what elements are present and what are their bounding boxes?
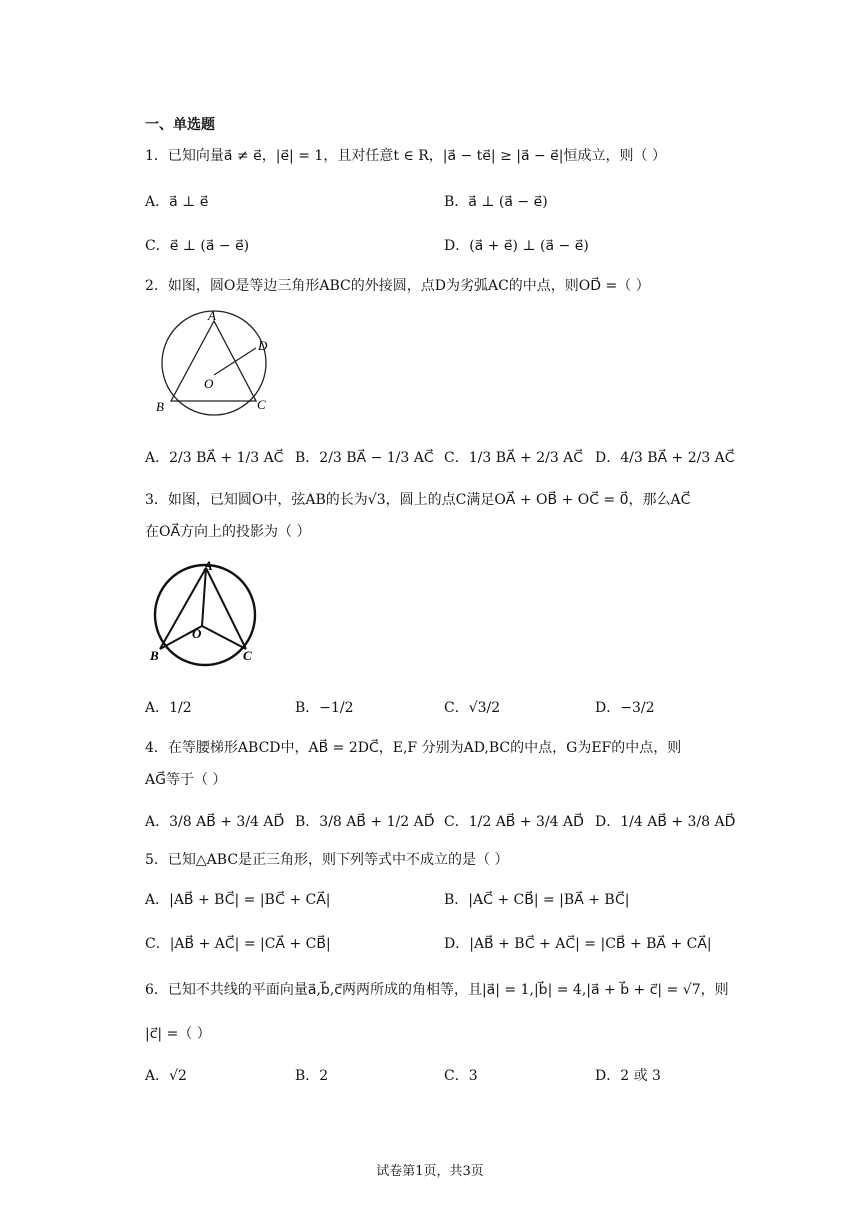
question-5-stem: 5．已知△ABC是正三角形，则下列等式中不成立的是（ ） xyxy=(145,852,509,868)
q1-option-a[interactable]: A．a⃗ ⊥ e⃗ xyxy=(145,194,209,210)
q2-option-d[interactable]: D．4/3 BA⃗ + 2/3 AC⃗ xyxy=(595,450,735,466)
q5-option-b[interactable]: B．|AC⃗ + CB⃗| = |BA⃗ + BC⃗| xyxy=(444,892,630,908)
q2-label-a: A xyxy=(208,308,216,323)
q3-figure-circle xyxy=(148,560,260,670)
question-4-stem-line1: 4．在等腰梯形ABCD中，AB⃗ = 2DC⃗，E,F 分别为AD,BC的中点，G为EF的中点，则 xyxy=(145,740,682,756)
question-3-stem-line2: 在OA⃗方向上的投影为（ ） xyxy=(145,524,311,540)
question-3-stem-line1: 3．如图，已知圆O中，弦AB的长为√3，圆上的点C满足OA⃗ + OB⃗ + OC⃗ = 0⃗，那么AC⃗ xyxy=(145,492,691,508)
q2-figure-circle-triangle xyxy=(150,308,282,418)
q3-label-c: C xyxy=(243,648,252,663)
q2-option-c[interactable]: C．1/3 BA⃗ + 2/3 AC⃗ xyxy=(444,450,584,466)
q1-option-c[interactable]: C．e⃗ ⊥ (a⃗ − e⃗) xyxy=(145,238,250,254)
q5-option-d[interactable]: D．|AB⃗ + BC⃗ + AC⃗| = |CB⃗ + BA⃗ + CA⃗| xyxy=(444,936,712,952)
q4-option-d[interactable]: D．1/4 AB⃗ + 3/8 AD⃗ xyxy=(595,814,736,830)
q3-option-a[interactable]: A．1/2 xyxy=(145,700,192,716)
q1-option-b[interactable]: B．a⃗ ⊥ (a⃗ − e⃗) xyxy=(444,194,548,210)
q2-label-c: C xyxy=(257,397,266,412)
q3-option-d[interactable]: D．−3/2 xyxy=(595,700,655,716)
q4-option-c[interactable]: C．1/2 AB⃗ + 3/4 AD⃗ xyxy=(444,814,584,830)
q6-option-c[interactable]: C．3 xyxy=(444,1068,478,1084)
q4-option-a[interactable]: A．3/8 AB⃗ + 3/4 AD⃗ xyxy=(145,814,285,830)
section-title: 一、单选题 xyxy=(145,117,215,133)
page-footer: 试卷第1页，共3页 xyxy=(376,1164,484,1179)
q3-label-o: O xyxy=(192,626,202,641)
q5-option-a[interactable]: A．|AB⃗ + BC⃗| = |BC⃗ + CA⃗| xyxy=(145,892,331,908)
question-4-stem-line2: AG⃗等于（ ） xyxy=(145,772,227,788)
q5-option-c[interactable]: C．|AB⃗ + AC⃗| = |CA⃗ + CB⃗| xyxy=(145,936,331,952)
q3-option-b[interactable]: B．−1/2 xyxy=(295,700,354,716)
q3-label-b: B xyxy=(150,648,159,663)
q3-option-c[interactable]: C．√3/2 xyxy=(444,700,501,716)
q1-option-d[interactable]: D．(a⃗ + e⃗) ⊥ (a⃗ − e⃗) xyxy=(444,238,589,254)
q2-label-o: O xyxy=(204,376,214,391)
q6-option-b[interactable]: B．2 xyxy=(295,1068,329,1084)
q2-option-a[interactable]: A．2/3 BA⃗ + 1/3 AC⃗ xyxy=(145,450,284,466)
q6-option-a[interactable]: A．√2 xyxy=(145,1068,187,1084)
question-1-stem: 1．已知向量a⃗ ≠ e⃗，|e⃗| = 1，且对任意t ∈ R，|a⃗ − te⃗| ≥ |a⃗ − e⃗|恒成立，则（ ） xyxy=(145,148,666,164)
question-6-stem-line2: |c⃗| =（ ） xyxy=(145,1026,211,1042)
q2-label-d: D xyxy=(258,338,268,353)
q3-label-a: A xyxy=(204,560,213,573)
q2-option-b[interactable]: B．2/3 BA⃗ − 1/3 AC⃗ xyxy=(295,450,434,466)
q4-option-b[interactable]: B．3/8 AB⃗ + 1/2 AD⃗ xyxy=(295,814,435,830)
question-6-stem-line1: 6．已知不共线的平面向量a⃗,b⃗,c⃗两两所成的角相等，且|a⃗| = 1,|b⃗| = 4,|a⃗ + b⃗ + c⃗| = √7，则 xyxy=(145,982,729,998)
q6-option-d[interactable]: D．2 或 3 xyxy=(595,1068,661,1084)
q2-label-b: B xyxy=(156,399,164,414)
question-2-stem: 2．如图，圆O是等边三角形ABC的外接圆，点D为劣弧AC的中点，则OD⃗ =（ ） xyxy=(145,278,650,294)
